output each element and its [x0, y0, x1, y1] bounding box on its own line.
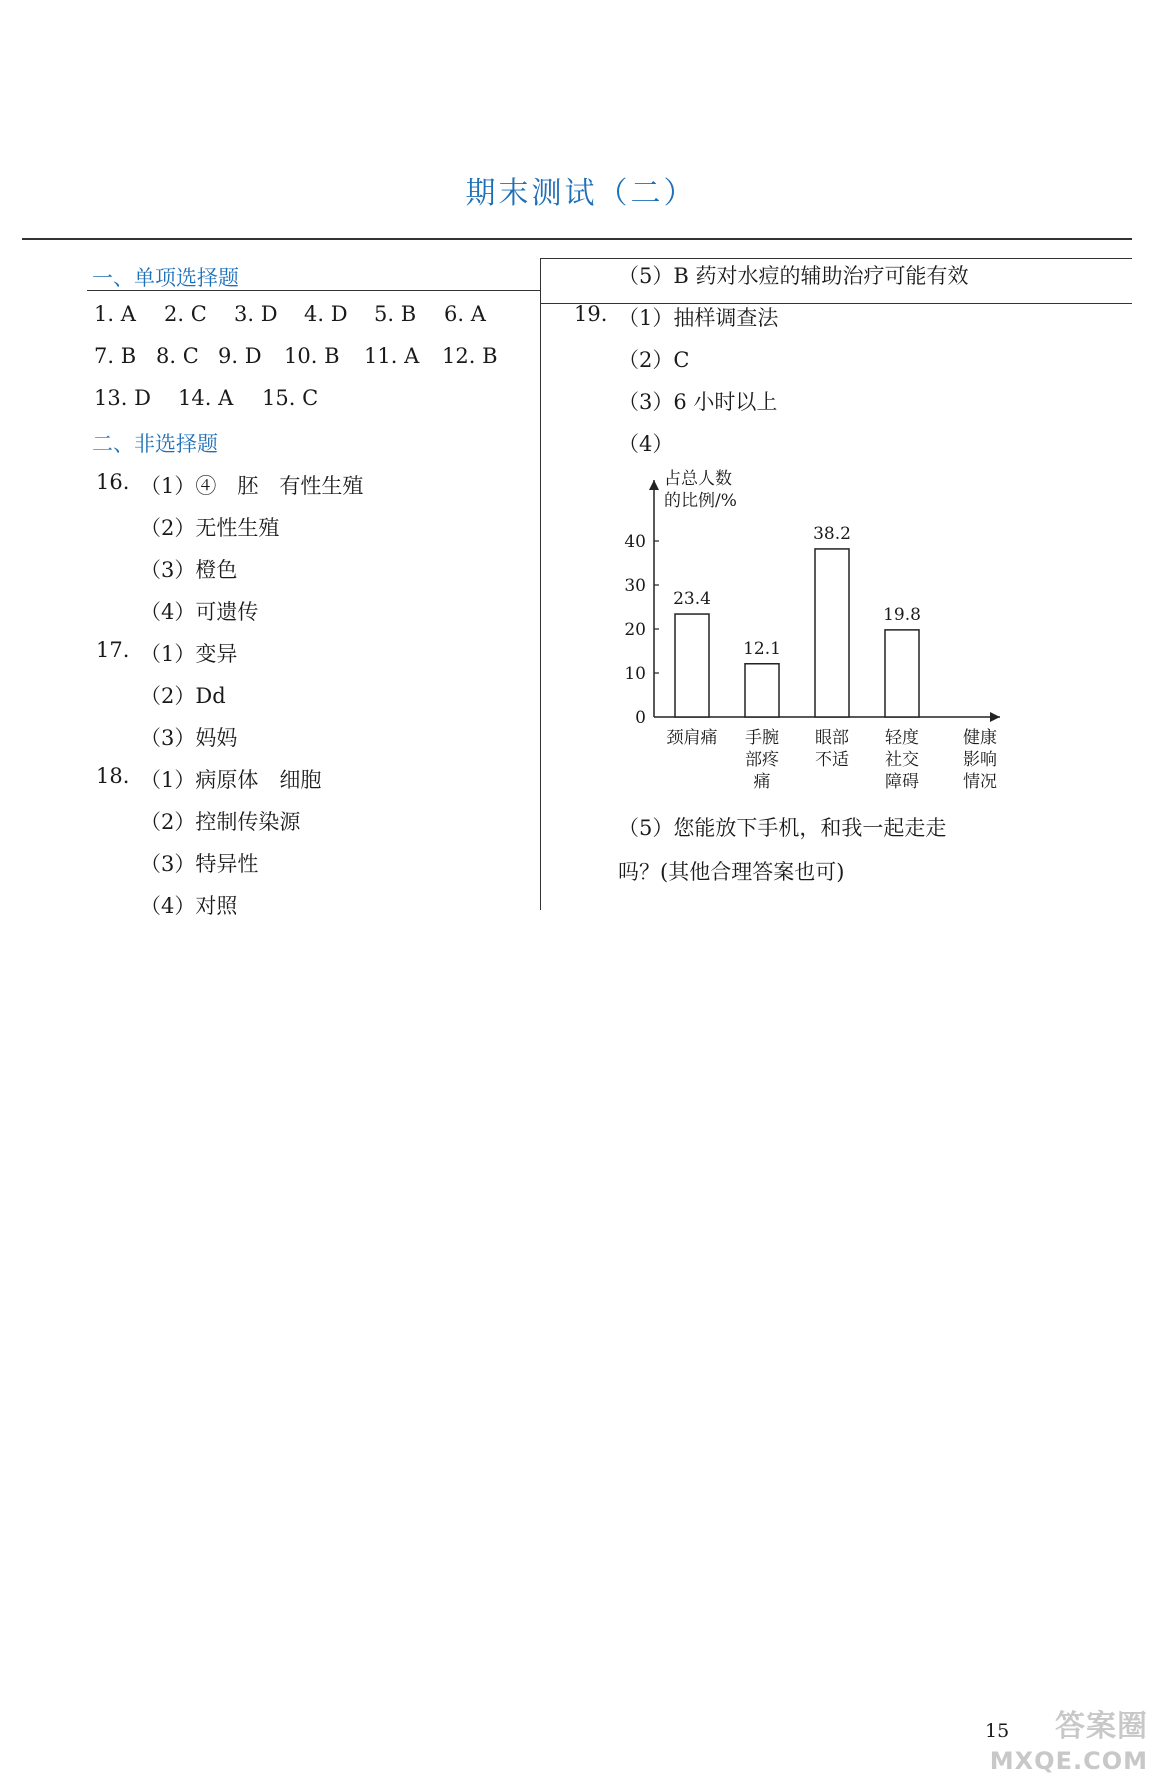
q19-number: 19. — [574, 302, 608, 326]
x-axis-arrow — [990, 712, 1000, 722]
q18-answer-5: （5）B 药对水痘的辅助治疗可能有效 — [618, 264, 969, 288]
bar-data-label: 19.8 — [883, 604, 921, 625]
q19-answer-4: （4） — [618, 432, 674, 456]
mc-answer: 5. B — [374, 302, 417, 326]
mc-answer: 4. D — [304, 302, 348, 326]
x-category-label: 颈肩痛 — [666, 728, 718, 748]
mc-row-3 — [94, 386, 342, 410]
mc-answer: 11. A — [364, 344, 420, 368]
x-axis-label: 健康 — [963, 728, 997, 748]
x-category-label: 不适 — [815, 750, 849, 770]
q19-answer-2: （2）C — [618, 348, 690, 372]
x-category-label: 眼部 — [815, 728, 849, 748]
watermark-line-1: 答案圈 — [1055, 1709, 1148, 1744]
y-tick-label: 40 — [624, 532, 646, 552]
q18-answer-3: （3）特异性 — [140, 852, 259, 876]
q19-answer-1: （1）抽样调查法 — [618, 306, 779, 330]
title-rule — [22, 238, 1132, 240]
y-tick-label: 30 — [624, 576, 646, 596]
x-axis-label: 影响 — [963, 750, 997, 770]
q17-number: 17. — [96, 638, 130, 662]
x-category-label: 痛 — [753, 772, 771, 792]
x-category-label: 手腕 — [745, 728, 779, 748]
page-title: 期末测试（二） — [465, 176, 697, 211]
q16-answer-3: （3）橙色 — [140, 558, 238, 582]
mc-answer: 12. B — [442, 344, 498, 368]
bar — [815, 549, 849, 717]
mc-answer: 9. D — [218, 344, 262, 368]
y-axis-arrow — [649, 480, 659, 490]
bar-data-label: 38.2 — [813, 523, 851, 544]
mc-answer: 3. D — [234, 302, 278, 326]
q18-number: 18. — [96, 764, 130, 788]
x-category-label: 轻度 — [885, 728, 919, 748]
q17-answer-2: （2）Dd — [140, 684, 226, 708]
q17-answer-3: （3）妈妈 — [140, 726, 238, 750]
x-category-label: 社交 — [885, 750, 919, 770]
right-top-rule — [540, 258, 1132, 259]
bar — [745, 664, 779, 717]
x-category-label: 部疼 — [745, 750, 779, 770]
section-non-choice: 二、非选择题 — [92, 432, 218, 456]
bar-data-label: 12.1 — [743, 638, 781, 659]
mc-answer: 7. B — [94, 344, 137, 368]
page-number: 15 — [985, 1720, 1010, 1742]
q18-answer-2: （2）控制传染源 — [140, 810, 301, 834]
health-impact-bar-chart — [600, 460, 1020, 800]
mc-row-2 — [94, 344, 512, 368]
q16-number: 16. — [96, 470, 130, 494]
q18-answer-4: （4）对照 — [140, 894, 238, 918]
mc-answer: 2. C — [164, 302, 207, 326]
section-single-choice: 一、单项选择题 — [92, 266, 239, 290]
q19-answer-5-line1: （5）您能放下手机，和我一起走走 — [618, 816, 947, 840]
watermark-line-2: MXQE.COM — [989, 1747, 1148, 1775]
mc-answer: 14. A — [178, 386, 234, 410]
mc-answer: 13. D — [94, 386, 151, 410]
q16-answer-1: （1）④ 胚 有性生殖 — [140, 474, 364, 498]
mc-answer: 15. C — [262, 386, 319, 410]
q17-answer-1: （1）变异 — [140, 642, 238, 666]
mc-answer: 8. C — [156, 344, 199, 368]
q16-answer-2: （2）无性生殖 — [140, 516, 280, 540]
bar — [675, 614, 709, 717]
column-divider — [540, 258, 541, 910]
bar-data-label: 23.4 — [673, 589, 711, 610]
q19-answer-5-line2: 吗？(其他合理答案也可) — [618, 860, 845, 884]
y-tick-label: 0 — [635, 708, 646, 728]
y-axis-label: 占总人数 — [664, 469, 732, 489]
y-tick-label: 10 — [624, 664, 646, 684]
watermark — [990, 1710, 1148, 1778]
y-tick-label: 20 — [624, 620, 646, 640]
q18-answer-1: （1）病原体 细胞 — [140, 768, 322, 792]
x-axis-label: 情况 — [963, 772, 997, 792]
mc-row-1 — [94, 302, 504, 326]
mc-answer: 6. A — [444, 302, 486, 326]
q16-answer-4: （4）可遗传 — [140, 600, 259, 624]
y-axis-label: 的比例/% — [664, 491, 737, 511]
bar — [885, 630, 919, 717]
q19-answer-3: （3）6 小时以上 — [618, 390, 778, 414]
mc-answer: 1. A — [94, 302, 136, 326]
mc-answer: 10. B — [284, 344, 340, 368]
x-category-label: 障碍 — [885, 772, 919, 792]
